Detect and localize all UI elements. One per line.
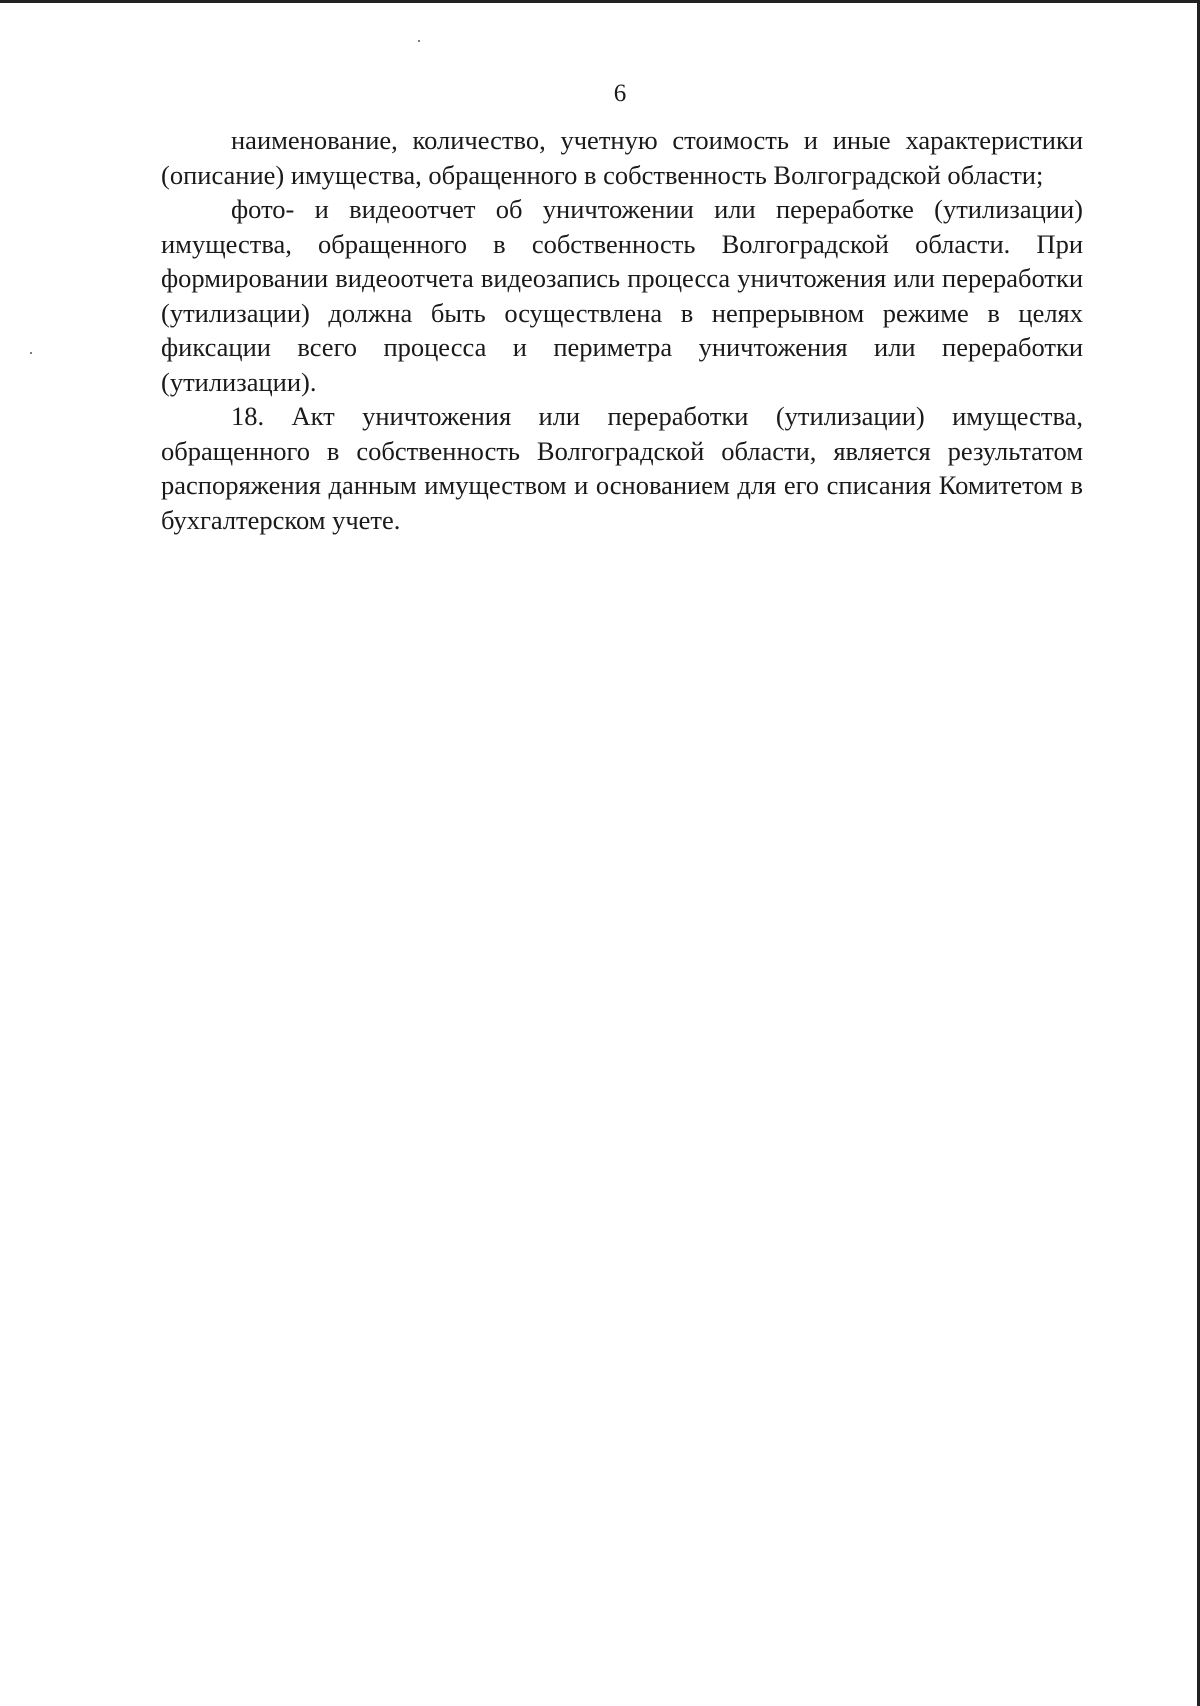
scan-speck: [418, 40, 420, 42]
paragraph-photo-video-report: фото- и видеоотчет об уничтожении или переработке (утилизации) имущества, обращенного в собственность Волгоградской области. При формировании видеоотчета видеозапись процесса уничтожения или переработки (утилизации) должна быть осуществлена в непрерывном режиме в целях фиксации всего процесса и периметра уничтожения или переработки (утилизации).: [161, 194, 1083, 397]
scan-speck: [30, 352, 32, 354]
page-number: 6: [613, 80, 627, 107]
scan-edge-top: [0, 0, 1200, 3]
document-body: [161, 123, 1083, 537]
paragraph-act-item-18: 18. Акт уничтожения или переработки (утилизации) имущества, обращенного в собственность Волгоградской области, является результатом распоряжения данным имуществом и основанием для его списания Комитетом в бухгалтерском учете.: [161, 401, 1083, 535]
paragraph-property-description: наименование, количество, учетную стоимость и иные характеристики (описание) имущества, обращенного в собственность Волгоградской области;: [161, 125, 1083, 190]
